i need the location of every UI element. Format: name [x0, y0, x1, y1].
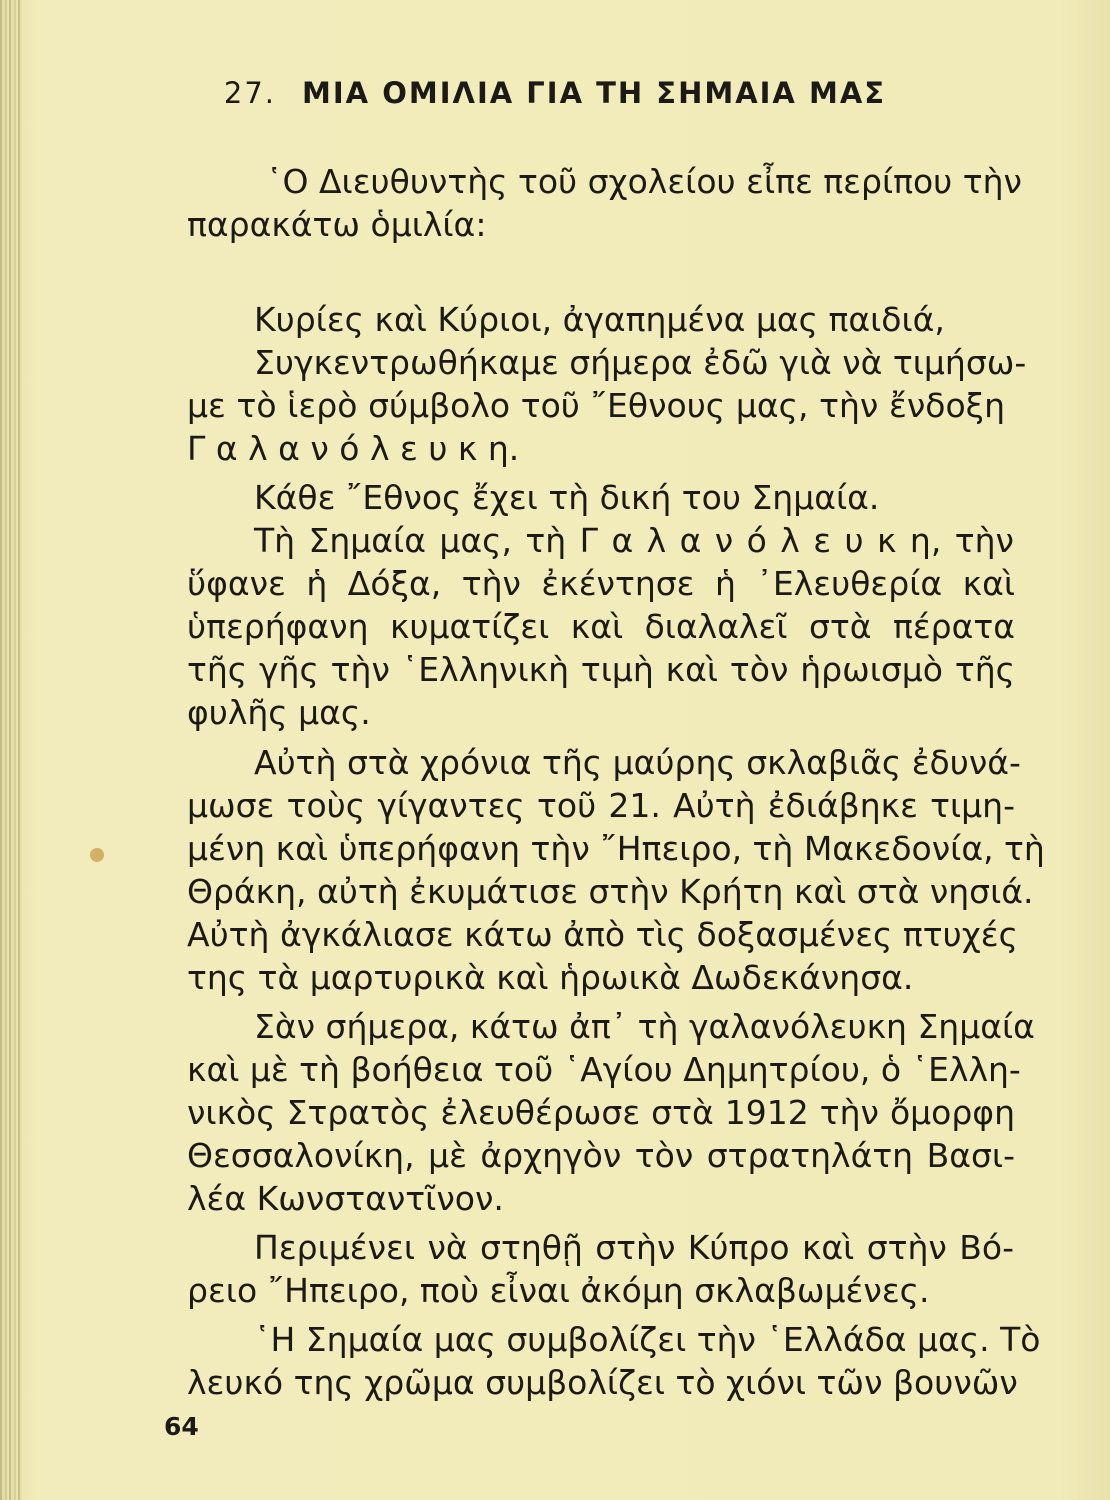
text-line: ὑπερήφανη κυματίζει καὶ διαλαλεῖ στὰ πέρατα [187, 607, 1015, 646]
text-line: Κυρίες καὶ Κύριοι, ἀγαπημένα μας παιδιά, [254, 300, 945, 339]
chapter-heading [0, 76, 1110, 110]
text-line: ῾Ο Διευθυντὴς τοῦ σχολείου εἶπε περίπου τὴν [266, 162, 1022, 201]
text-line: Τὴ Σημαία μας, τὴ Γ α λ α ν ό λ ε υ κ η, τὴν [254, 521, 1014, 560]
text-line: Αὐτὴ στὰ χρόνια τῆς μαύρης σκλαβιᾶς ἐδυνά- [254, 743, 1021, 782]
text-line: ὕφανε ἡ Δόξα, τὴν ἐκέντησε ἡ ᾿Ελευθερία καὶ [187, 564, 1015, 603]
text-line: Περιμένει νὰ στηθῇ στὴν Κύπρο καὶ στὴν Βό- [254, 1228, 1014, 1267]
text-line: Σὰν σήμερα, κάτω ἀπ᾿ τὴ γαλανόλευκη Σημαία [254, 1007, 1035, 1046]
text-line: ρειο ῎Ηπειρο, ποὺ εἶναι ἀκόμη σκλαβωμένες. [187, 1271, 930, 1310]
text-line: παρακάτω ὁμιλία: [187, 205, 487, 244]
text-line: Κάθε ῎Εθνος ἔχει τὴ δική του Σημαία. [254, 478, 880, 517]
text-line: Θράκη, αὐτὴ ἐκυμάτισε στὴν Κρήτη καὶ στὰ νησιά. [187, 872, 1034, 911]
chapter-number: 27. [223, 76, 277, 110]
text-line: μένη καὶ ὑπερήφανη τὴν ῎Ηπειρο, τὴ Μακεδονία, τὴ [187, 829, 1045, 868]
chapter-title: ΜΙΑ ΟΜΙΛΙΑ ΓΙΑ ΤΗ ΣΗΜΑΙΑ ΜΑΣ [302, 76, 887, 110]
text-line: τῆς γῆς τὴν ῾Ελληνικὴ τιμὴ καὶ τὸν ἡρωισμὸ τῆς [187, 650, 1015, 689]
text-line: ῾Η Σημαία μας συμβολίζει τὴν ῾Ελλάδα μας. Τὸ [254, 1320, 1041, 1359]
text-line: λευκό της χρῶμα συμβολίζει τὸ χιόνι τῶν βουνῶν [187, 1363, 1018, 1402]
text-line: μωσε τοὺς γίγαντες τοῦ 21. Αὐτὴ ἐδιάβηκε τιμη- [187, 786, 1015, 825]
text-line: της τὰ μαρτυρικὰ καὶ ἡρωικὰ Δωδεκάνησα. [187, 958, 914, 997]
text-line: Αὐτὴ ἀγκάλιασε κάτω ἀπὸ τὶς δοξασμένες πτυχές [187, 915, 1019, 954]
text-line: λέα Κωνσταντῖνον. [187, 1179, 504, 1218]
text-line: καὶ μὲ τὴ βοήθεια τοῦ ῾Αγίου Δημητρίου, ὁ ῾Ελλη- [187, 1050, 1021, 1089]
text-line: Γ α λ α ν ό λ ε υ κ η. [187, 429, 520, 468]
text-line: με τὸ ἱερὸ σύμβολο τοῦ ῎Εθνους μας, τὴν ἔνδοξη [187, 386, 1005, 425]
paper-stain [90, 848, 104, 862]
page-binding-edge [0, 0, 22, 1500]
text-line: φυλῆς μας. [187, 693, 371, 732]
text-line: Συγκεντρωθήκαμε σήμερα ἐδῶ γιὰ νὰ τιμήσω- [254, 343, 1027, 382]
page-number: 64 [164, 1412, 199, 1441]
text-line: νικὸς Στρατὸς ἐλευθέρωσε στὰ 1912 τὴν ὄμορφη [187, 1093, 1015, 1132]
text-line: Θεσσαλονίκη, μὲ ἀρχηγὸν τὸν στρατηλάτη Βασι- [187, 1136, 1015, 1175]
